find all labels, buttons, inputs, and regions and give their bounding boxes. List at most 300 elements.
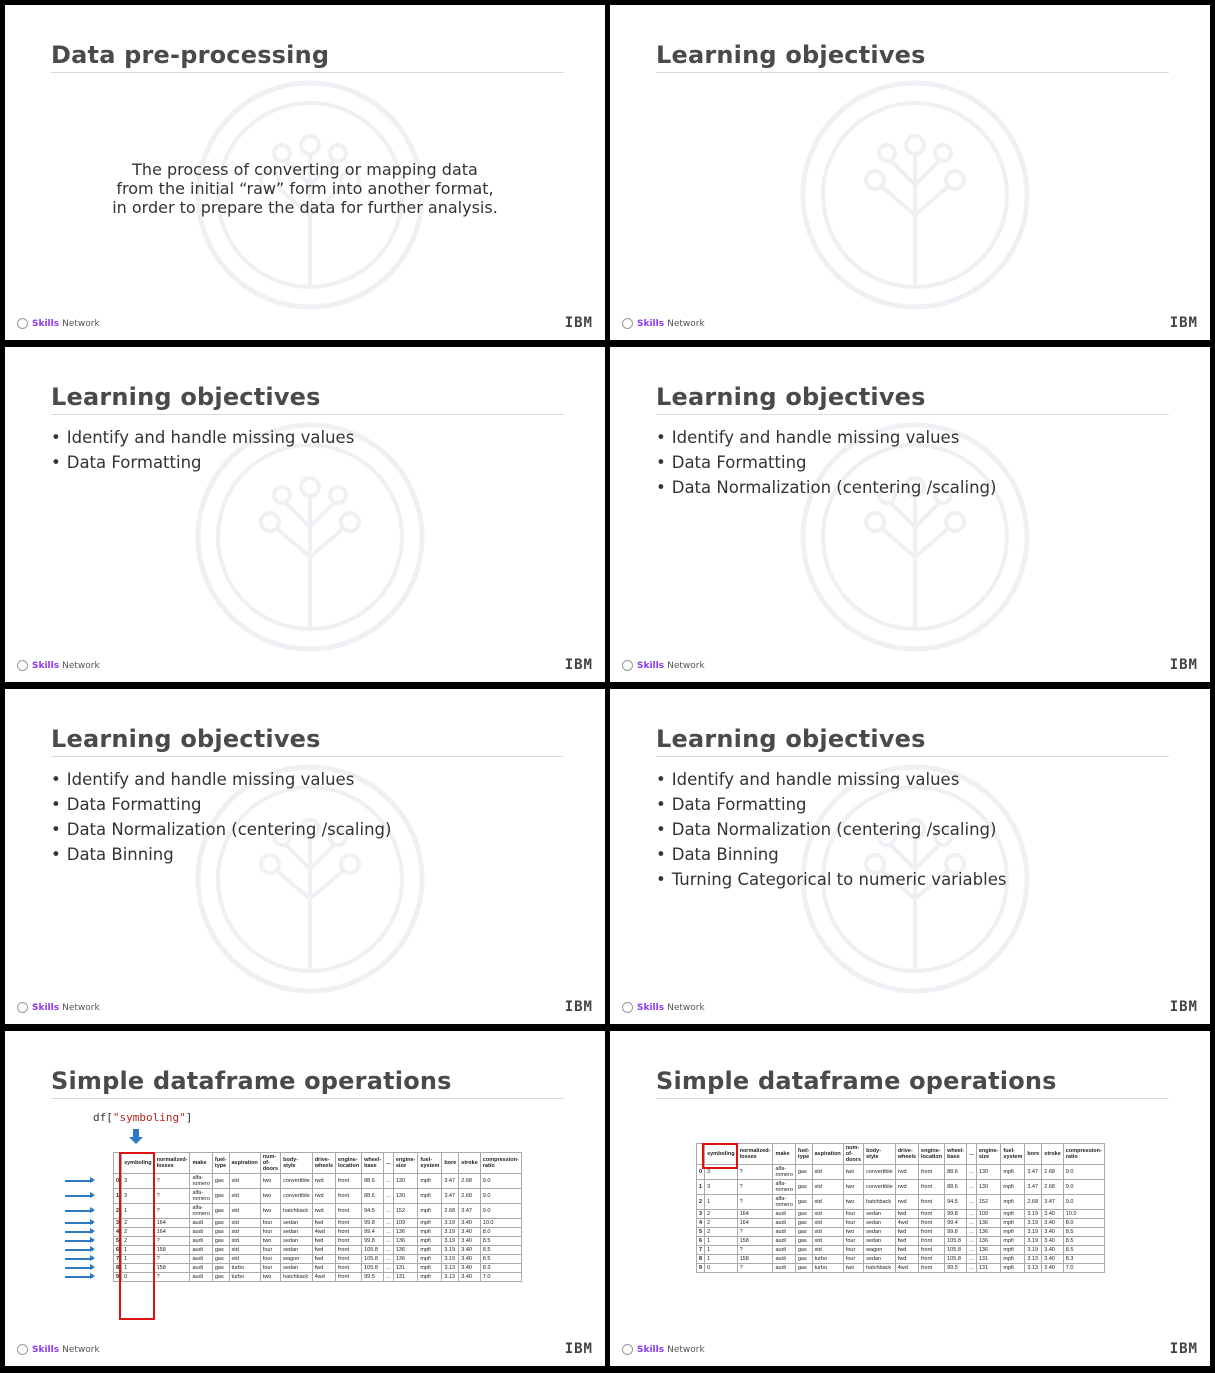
- table-cell: ?: [737, 1228, 773, 1237]
- table-header-row: [114, 1153, 522, 1174]
- table-cell: hatchback: [281, 1273, 313, 1282]
- table-cell: audi: [773, 1237, 795, 1246]
- table-cell: 2.68: [1042, 1180, 1064, 1195]
- column-header: body-style: [281, 1153, 313, 1174]
- ibm-logo: IBM: [1169, 657, 1198, 673]
- table-cell: 8.5: [480, 1246, 521, 1255]
- table-cell: 8.3: [1063, 1255, 1104, 1264]
- table-cell: mpfi: [1001, 1255, 1025, 1264]
- table-cell: 3.40: [459, 1237, 481, 1246]
- title-divider: [51, 756, 564, 757]
- table-cell: 3.13: [442, 1273, 459, 1282]
- table-cell: ...: [384, 1174, 394, 1189]
- table-cell: fwd: [895, 1246, 918, 1255]
- column-header: ...: [967, 1144, 977, 1165]
- skills-network-icon: [17, 1002, 28, 1013]
- slide-learning-objectives-5[interactable]: [610, 689, 1210, 1024]
- row-arrow-icon: [65, 1267, 93, 1269]
- slide-learning-objectives-4[interactable]: [5, 689, 605, 1024]
- table-cell: 1: [114, 1189, 122, 1204]
- table-cell: 3.19: [1025, 1219, 1042, 1228]
- table-cell: 1: [697, 1180, 705, 1195]
- skills-network-icon: [622, 1344, 633, 1355]
- table-cell: four: [843, 1219, 863, 1228]
- table-cell: gas: [795, 1264, 812, 1273]
- list-item: • Data Normalization (centering /scaling): [656, 475, 996, 500]
- table-cell: 94.5: [945, 1195, 967, 1210]
- table-cell: 3.19: [442, 1237, 459, 1246]
- table-cell: gas: [212, 1174, 229, 1189]
- list-item: • Data Normalization (centering /scaling): [51, 817, 391, 842]
- list-item: • Identify and handle missing values: [656, 767, 1006, 792]
- table-cell: 3.40: [459, 1246, 481, 1255]
- brand-bold: Skills: [637, 1002, 665, 1013]
- table-cell: fwd: [895, 1228, 918, 1237]
- table-cell: 8.5: [480, 1255, 521, 1264]
- table-cell: front: [336, 1174, 362, 1189]
- table-cell: ?: [154, 1273, 190, 1282]
- table-cell: std: [229, 1255, 260, 1264]
- row-arrow-icon: [65, 1222, 93, 1224]
- table-cell: 3.40: [459, 1264, 481, 1273]
- table-cell: std: [229, 1219, 260, 1228]
- dataframe-table: [113, 1152, 522, 1282]
- table-cell: alfa-romero: [190, 1174, 212, 1189]
- table-cell: front: [919, 1228, 945, 1237]
- table-row: [697, 1165, 1105, 1180]
- table-cell: gas: [212, 1264, 229, 1273]
- table-cell: two: [260, 1273, 280, 1282]
- table-cell: ?: [154, 1255, 190, 1264]
- table-cell: ?: [154, 1174, 190, 1189]
- table-cell: 0: [697, 1165, 705, 1180]
- table-cell: front: [919, 1219, 945, 1228]
- table-cell: 4wd: [895, 1219, 918, 1228]
- table-cell: gas: [212, 1273, 229, 1282]
- table-cell: 136: [976, 1246, 1001, 1255]
- table-cell: audi: [190, 1273, 212, 1282]
- definition-line: The process of converting or mapping data: [132, 160, 478, 179]
- table-cell: std: [229, 1228, 260, 1237]
- table-cell: 9.0: [1063, 1165, 1104, 1180]
- column-header: num-of-doors: [260, 1153, 280, 1174]
- table-cell: ...: [967, 1165, 977, 1180]
- table-row: [697, 1228, 1105, 1237]
- table-cell: mpfi: [1001, 1264, 1025, 1273]
- table-cell: 99.4: [362, 1228, 384, 1237]
- table-row: [697, 1246, 1105, 1255]
- skills-network-icon: [622, 1002, 633, 1013]
- skills-network-logo: [622, 660, 705, 671]
- list-item: • Data Formatting: [51, 792, 391, 817]
- table-cell: ...: [384, 1228, 394, 1237]
- row-arrow-icon: [65, 1195, 93, 1197]
- table-cell: ...: [967, 1219, 977, 1228]
- table-cell: two: [843, 1264, 863, 1273]
- table-cell: 130: [393, 1174, 418, 1189]
- brand-bold: Skills: [32, 1344, 60, 1355]
- objectives-list: [51, 767, 391, 867]
- table-cell: ...: [967, 1210, 977, 1219]
- table-cell: sedan: [281, 1264, 313, 1273]
- definition-line: from the initial “raw” form into another format,: [116, 179, 494, 198]
- slide-learning-objectives-2[interactable]: [5, 347, 605, 682]
- brand-bold: Skills: [637, 1344, 665, 1355]
- table-cell: sedan: [281, 1237, 313, 1246]
- table-cell: hatchback: [864, 1264, 896, 1273]
- skills-network-icon: [17, 1344, 28, 1355]
- table-row: [697, 1195, 1105, 1210]
- table-cell: 3.19: [442, 1228, 459, 1237]
- table-cell: alfa-romero: [773, 1180, 795, 1195]
- table-cell: gas: [795, 1195, 812, 1210]
- table-cell: front: [919, 1180, 945, 1195]
- table-cell: 164: [737, 1210, 773, 1219]
- table-cell: gas: [795, 1219, 812, 1228]
- table-cell: gas: [212, 1204, 229, 1219]
- column-header: wheel-base: [945, 1144, 967, 1165]
- title-divider: [51, 72, 564, 73]
- table-cell: 1: [705, 1255, 738, 1264]
- table-cell: 4wd: [312, 1273, 335, 1282]
- table-cell: front: [336, 1255, 362, 1264]
- table-cell: mpfi: [1001, 1237, 1025, 1246]
- table-cell: 8: [114, 1264, 122, 1273]
- table-cell: 2: [122, 1237, 155, 1246]
- brand-rest: Network: [62, 1002, 100, 1013]
- table-cell: 2: [705, 1228, 738, 1237]
- table-cell: 164: [737, 1219, 773, 1228]
- objectives-list: [51, 425, 354, 475]
- table-cell: 6: [114, 1246, 122, 1255]
- table-cell: gas: [212, 1189, 229, 1204]
- table-cell: 99.8: [362, 1219, 384, 1228]
- row-arrow-icon: [65, 1240, 93, 1242]
- column-header: num-of-doors: [843, 1144, 863, 1165]
- table-cell: 7.0: [480, 1273, 521, 1282]
- table-cell: 130: [393, 1189, 418, 1204]
- table-cell: ...: [967, 1264, 977, 1273]
- table-cell: 8.3: [480, 1264, 521, 1273]
- table-cell: ...: [384, 1255, 394, 1264]
- table-cell: four: [843, 1237, 863, 1246]
- skills-network-logo: [622, 1002, 705, 1013]
- table-cell: front: [336, 1237, 362, 1246]
- table-cell: front: [336, 1228, 362, 1237]
- table-cell: mpfi: [418, 1246, 442, 1255]
- table-cell: gas: [795, 1237, 812, 1246]
- table-cell: 158: [154, 1246, 190, 1255]
- table-cell: front: [336, 1204, 362, 1219]
- code-string: "symboling": [112, 1111, 186, 1124]
- table-cell: convertible: [281, 1189, 313, 1204]
- table-cell: front: [919, 1165, 945, 1180]
- table-cell: std: [812, 1165, 843, 1180]
- table-cell: 0: [122, 1273, 155, 1282]
- table-cell: audi: [773, 1246, 795, 1255]
- table-cell: mpfi: [1001, 1219, 1025, 1228]
- table-cell: 2: [705, 1219, 738, 1228]
- table-cell: std: [229, 1174, 260, 1189]
- table-cell: 1: [122, 1246, 155, 1255]
- code-snippet: [93, 1111, 192, 1124]
- table-cell: 164: [154, 1219, 190, 1228]
- table-cell: 3.40: [459, 1255, 481, 1264]
- table-cell: convertible: [281, 1174, 313, 1189]
- table-cell: 8.0: [1063, 1219, 1104, 1228]
- table-cell: 1: [122, 1204, 155, 1219]
- table-cell: convertible: [864, 1165, 896, 1180]
- table-cell: 131: [393, 1264, 418, 1273]
- table-cell: mpfi: [1001, 1228, 1025, 1237]
- table-cell: gas: [795, 1255, 812, 1264]
- table-row: [114, 1219, 522, 1228]
- objectives-list: [656, 767, 1006, 892]
- brand-rest: Network: [62, 660, 100, 671]
- table-cell: mpfi: [1001, 1165, 1025, 1180]
- row-arrow-icon: [65, 1210, 93, 1212]
- table-cell: sedan: [864, 1237, 896, 1246]
- table-cell: 3.13: [442, 1264, 459, 1273]
- table-cell: 7.0: [1063, 1264, 1104, 1273]
- table-cell: ...: [384, 1219, 394, 1228]
- slide-data-preprocessing[interactable]: [5, 5, 605, 340]
- column-header: bore: [1025, 1144, 1042, 1165]
- table-cell: turbo: [229, 1264, 260, 1273]
- table-cell: 88.6: [945, 1180, 967, 1195]
- table-cell: std: [812, 1228, 843, 1237]
- table-cell: audi: [190, 1264, 212, 1273]
- table-cell: audi: [190, 1237, 212, 1246]
- table-cell: sedan: [281, 1228, 313, 1237]
- slide-title: Learning objectives: [656, 383, 926, 411]
- column-header: ...: [384, 1153, 394, 1174]
- table-cell: sedan: [864, 1219, 896, 1228]
- table-cell: 2.68: [459, 1174, 481, 1189]
- table-cell: front: [336, 1264, 362, 1273]
- table-cell: 9: [114, 1273, 122, 1282]
- list-item: • Identify and handle missing values: [51, 425, 354, 450]
- slide-title: Learning objectives: [656, 725, 926, 753]
- brand-rest: Network: [62, 1344, 100, 1355]
- slide-title: Data pre-processing: [51, 41, 330, 69]
- table-cell: four: [260, 1228, 280, 1237]
- table-cell: front: [336, 1219, 362, 1228]
- list-item: • Data Normalization (centering /scaling): [656, 817, 1006, 842]
- table-cell: std: [229, 1246, 260, 1255]
- column-header: engine-size: [976, 1144, 1001, 1165]
- row-arrow-icon: [65, 1231, 93, 1233]
- ibm-logo: IBM: [564, 315, 593, 331]
- column-header: fuel-system: [1001, 1144, 1025, 1165]
- table-cell: 4wd: [895, 1264, 918, 1273]
- table-cell: ?: [154, 1204, 190, 1219]
- table-cell: four: [843, 1210, 863, 1219]
- table-cell: 136: [393, 1237, 418, 1246]
- table-cell: 9.0: [1063, 1195, 1104, 1210]
- table-cell: 105.8: [945, 1246, 967, 1255]
- table-cell: two: [843, 1180, 863, 1195]
- table-cell: ?: [737, 1180, 773, 1195]
- table-cell: 4wd: [312, 1228, 335, 1237]
- table-cell: 3.47: [442, 1174, 459, 1189]
- table-cell: four: [843, 1255, 863, 1264]
- list-item: • Data Formatting: [656, 792, 1006, 817]
- table-cell: fwd: [312, 1246, 335, 1255]
- table-cell: 99.5: [362, 1273, 384, 1282]
- table-row: [114, 1264, 522, 1273]
- slide-learning-objectives-3[interactable]: [610, 347, 1210, 682]
- table-cell: 1: [705, 1246, 738, 1255]
- table-cell: sedan: [864, 1210, 896, 1219]
- table-row: [114, 1273, 522, 1282]
- table-cell: 2.68: [1025, 1195, 1042, 1210]
- table-cell: rwd: [312, 1204, 335, 1219]
- table-cell: ...: [384, 1189, 394, 1204]
- definition-text: [5, 160, 605, 217]
- table-cell: audi: [773, 1228, 795, 1237]
- symboling-column-highlight: [119, 1152, 155, 1320]
- list-item: • Data Formatting: [656, 450, 996, 475]
- table-cell: 158: [154, 1264, 190, 1273]
- skills-network-logo: [17, 318, 100, 329]
- table-cell: 131: [393, 1273, 418, 1282]
- table-row: [114, 1204, 522, 1219]
- table-cell: alfa-romero: [773, 1195, 795, 1210]
- symboling-header-highlight: [702, 1143, 738, 1169]
- table-cell: 9.0: [480, 1174, 521, 1189]
- slide-title: Learning objectives: [51, 725, 321, 753]
- table-cell: ...: [384, 1273, 394, 1282]
- list-item: • Identify and handle missing values: [656, 425, 996, 450]
- column-header: engine-size: [393, 1153, 418, 1174]
- table-cell: 1: [122, 1255, 155, 1264]
- list-item: • Data Formatting: [51, 450, 354, 475]
- table-cell: 3.40: [1042, 1255, 1064, 1264]
- table-cell: 3.47: [1025, 1165, 1042, 1180]
- table-cell: four: [260, 1219, 280, 1228]
- slide-title: Simple dataframe operations: [51, 1067, 452, 1095]
- list-item: • Data Binning: [51, 842, 391, 867]
- table-cell: sedan: [281, 1219, 313, 1228]
- table-cell: 2.68: [459, 1189, 481, 1204]
- slide-dataframe-operations-arrows[interactable]: [5, 1031, 605, 1366]
- table-cell: 3.13: [1025, 1264, 1042, 1273]
- table-cell: hatchback: [864, 1195, 896, 1210]
- table-cell: 105.8: [362, 1264, 384, 1273]
- column-header: wheel-base: [362, 1153, 384, 1174]
- skills-network-logo: [622, 318, 705, 329]
- table-cell: 1: [705, 1237, 738, 1246]
- table-cell: 3: [705, 1165, 738, 1180]
- table-cell: turbo: [812, 1255, 843, 1264]
- table-cell: std: [812, 1219, 843, 1228]
- ibm-logo: IBM: [1169, 999, 1198, 1015]
- column-header: symboling: [122, 1153, 155, 1174]
- table-cell: 5: [114, 1237, 122, 1246]
- table-cell: mpfi: [418, 1228, 442, 1237]
- table-cell: 1: [705, 1195, 738, 1210]
- table-cell: gas: [212, 1237, 229, 1246]
- column-header: fuel-system: [418, 1153, 442, 1174]
- table-cell: two: [843, 1165, 863, 1180]
- table-cell: 136: [976, 1237, 1001, 1246]
- table-cell: turbo: [812, 1264, 843, 1273]
- title-divider: [656, 72, 1169, 73]
- slide-dataframe-operations[interactable]: [610, 1031, 1210, 1366]
- table-cell: ...: [967, 1195, 977, 1210]
- table-row: [697, 1180, 1105, 1195]
- table-cell: 3.47: [1042, 1195, 1064, 1210]
- table-cell: front: [336, 1189, 362, 1204]
- objectives-list: [656, 425, 996, 500]
- column-header: body-style: [864, 1144, 896, 1165]
- table-cell: 3: [705, 1180, 738, 1195]
- table-cell: 5: [697, 1228, 705, 1237]
- table-cell: 3: [122, 1189, 155, 1204]
- table-cell: gas: [212, 1228, 229, 1237]
- table-cell: mpfi: [418, 1255, 442, 1264]
- table-row: [697, 1210, 1105, 1219]
- table-cell: front: [919, 1246, 945, 1255]
- table-cell: 8.5: [1063, 1246, 1104, 1255]
- title-divider: [656, 756, 1169, 757]
- table-cell: front: [919, 1237, 945, 1246]
- table-cell: 9.0: [1063, 1180, 1104, 1195]
- table-cell: std: [229, 1204, 260, 1219]
- slide-learning-objectives-empty[interactable]: [610, 5, 1210, 340]
- table-cell: 99.4: [945, 1219, 967, 1228]
- table-cell: ...: [967, 1255, 977, 1264]
- table-cell: 3.19: [442, 1219, 459, 1228]
- table-cell: fwd: [895, 1255, 918, 1264]
- table-cell: four: [260, 1264, 280, 1273]
- table-cell: std: [229, 1189, 260, 1204]
- table-cell: ?: [737, 1165, 773, 1180]
- table-cell: 3.47: [459, 1204, 481, 1219]
- column-header: stroke: [1042, 1144, 1064, 1165]
- slide-title: Learning objectives: [656, 41, 926, 69]
- column-header: compression-ratio: [1063, 1144, 1104, 1165]
- table-cell: fwd: [312, 1255, 335, 1264]
- table-cell: ?: [737, 1195, 773, 1210]
- table-cell: two: [260, 1237, 280, 1246]
- table-cell: 131: [976, 1264, 1001, 1273]
- table-cell: std: [229, 1237, 260, 1246]
- table-cell: audi: [190, 1255, 212, 1264]
- table-cell: rwd: [312, 1189, 335, 1204]
- table-cell: 2.68: [1042, 1165, 1064, 1180]
- table-cell: gas: [795, 1246, 812, 1255]
- table-cell: rwd: [895, 1165, 918, 1180]
- table-cell: two: [260, 1204, 280, 1219]
- table-cell: 3: [114, 1219, 122, 1228]
- slide-title: Simple dataframe operations: [656, 1067, 1057, 1095]
- table-cell: 99.8: [945, 1210, 967, 1219]
- column-header: fuel-type: [795, 1144, 812, 1165]
- table-cell: front: [336, 1246, 362, 1255]
- table-cell: ?: [737, 1246, 773, 1255]
- table-cell: 6: [697, 1237, 705, 1246]
- table-cell: 8: [697, 1255, 705, 1264]
- table-row: [114, 1189, 522, 1204]
- table-cell: ...: [967, 1246, 977, 1255]
- table-cell: 9: [697, 1264, 705, 1273]
- table-cell: std: [812, 1180, 843, 1195]
- table-cell: 3: [122, 1174, 155, 1189]
- brand-rest: Network: [667, 1002, 705, 1013]
- table-cell: mpfi: [418, 1264, 442, 1273]
